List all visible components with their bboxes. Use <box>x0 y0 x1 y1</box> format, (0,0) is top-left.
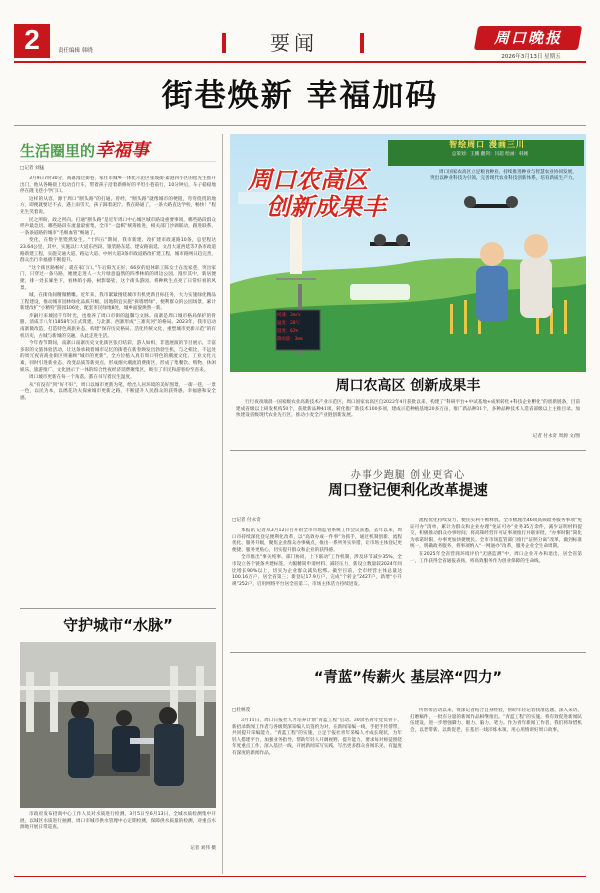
main-paragraph: 步嗣行来城园千年时光，也收养了周口市街的温馨与文脉。南寨是周口城市格局保护的骨骼，清咸丰八年(1858年)正式筑建，与北寨、西寨形成“三寨夹河”的格局。2023年，我市启动南寨微改造，打造特色商旅业态，构建“保存历史格局、活化传统文化、重塑城市更新示范”的有机历史，古城与新城的交融，从此走进生活。 <box>20 313 216 339</box>
water-inspection-photo <box>20 642 216 808</box>
bottom-rule <box>14 876 586 877</box>
aside-title: 守护城市“水脉” <box>63 616 173 634</box>
agri-body: 行行夜夜端晨一国家级农业高新技术产业示范区，周口国家农高区自2022年4月获批以来，构建了“科研平台+中试基地+成果转化+科技企业孵化”的创新链条，目前建成省级以上研发机构50个，获批新品种41项，转化推广新技术100多项，建成示范种植基地20多万亩，推广新品种31个，多种品种技术人选省部级以上主推目录。加快建设省级现代农业先行区，推动小麦全产业链创新发展。 <box>236 400 580 419</box>
main-paragraph: 民之所盼，政之所向。打通“断头路”是近年周口中心城区城市路设重要事项，哪些路段群众呼声最急切，哪些路段车流量最密集，全市“一盘棋”统筹推进，相关部门沙调联动，跟进联系，一条条道路的城市“毛细血管”畅通了。 <box>20 217 216 236</box>
editor-info: 责任编辑 韩晓 <box>58 48 93 54</box>
masthead-rule <box>14 61 586 63</box>
main-paragraph: 这样的从容，源于周口“断头路”的打通。曾经，“断头路”就像城市的梗阻，弯弯绕绕的地方，即便就要过不去，遇上雨雪天，孩子踩着泥泞。我在路通了，一条大路直达学校，畅快！”程先生笑着说。 <box>20 196 216 215</box>
section-bar-right <box>360 33 364 53</box>
agri-byline: 记者 付永奇 周源 文/图 <box>532 434 580 439</box>
aside-byline: 记者 刘伟 摄 <box>190 846 216 851</box>
reform-col-2 <box>410 518 582 646</box>
section-bar <box>222 33 226 53</box>
main-paragraph: 今年春节期间，南寨口南寨历史文化街区张灯结彩，游人如织，非遗展演的节目展示，丰富多彩的文旅体验活动，让这条承载着城市记忆的街巷在新春焕发出勃勃生机，与之相比，不远处的周冗夜宵商业街区则兼顾“城市的更新”，全方位植入真有周口特色的潮流文化、工业文化元素，同时引进新业态、改变品质等新亮点，形成烟火潮流消费街区，形成了集餐饮、购物、休闲娱乐、旅游推广、文化展示于一体的综合性夜经济消费聚集区，吸引了市民和游客纷至沓来。 <box>20 341 216 373</box>
agri-rule <box>230 450 586 451</box>
column-title-underline <box>20 161 216 162</box>
poster-title-2: 创新成果丰 <box>266 193 386 221</box>
reform-rule <box>230 652 586 653</box>
youth-byline: □杜林茂 <box>232 708 251 713</box>
poster-sensor-panel <box>277 312 319 348</box>
reform-headline: 周口登记便利化改革提速 <box>328 483 488 499</box>
youth-col-2: 传帮带活动以来，资深记者结合自身经验，帮助年轻记者找准选题、深入采访、打磨稿件，一批有分量的新闻作品相继推出。“青蓝工程”的实施，将有效促进新闻队伍建设，进一步增强脚力、眼力、脑力、笔力。作为青年新闻工作者，我们将珍惜机会，以老带新、以新促老，在基层一线淬炼本领，用心用情讲好周口故事。 <box>410 708 582 733</box>
main-article-byline: □记者 刘猛 <box>20 166 45 171</box>
sensor-line: 湿度：62% <box>277 329 299 334</box>
page-number: 2 <box>24 24 40 55</box>
main-paragraph: 周口城市更新在每一个角落，都在书写着民生温度。 <box>29 375 135 381</box>
reform-paragraph: 本报讯 记者从3月12日召开的全市市场监管系统工作会议获悉，去年以来，周口市持续深化登记便利化改革，以“高效办成一件事”为抓手，通过机制创新、流程优化、服务升级，聚焦企业群众办事痛点，推出一系列务实举措，让市场主体登记更便捷、服务更贴心，切实提升群众和企业的获得感。 <box>232 528 402 553</box>
main-headline: 街巷焕新 幸福加码 <box>161 78 439 114</box>
reform-col-1 <box>232 528 402 646</box>
aside-caption: 市政府发布招商中心工作人员对水质进行检测。3月5日至6月13日，全城水质检测集中开展，以城区水质进行抽测，周口市城市供水管理中心定期检测，保障供水质量的检测，对重点水源地开展日常巡查。 <box>20 812 216 831</box>
reform-subtitle: 办事少跑腿 创业更省心 <box>350 470 466 481</box>
issue-date: 2026年3月13日 星期五 <box>501 54 561 60</box>
column-title-prefix: 生活圈里的 <box>20 142 96 160</box>
poster-title-1: 周口农高区 <box>248 166 368 194</box>
column-title <box>20 136 220 160</box>
column-divider <box>222 134 223 874</box>
headline-rule <box>14 125 586 126</box>
paper-name: 周口晚报 <box>493 29 562 47</box>
section-label: 要闻 <box>270 31 318 55</box>
sensor-line: 降雨量：3mm <box>277 337 303 342</box>
reform-paragraph: 在2025年全省营商环境评价“无感监测”中，周口企业开办和退出，居全省第一，工作获得全省通报表扬，将高效服务作为创业保障的生命线。 <box>410 551 582 564</box>
sensor-line: 风速：3m/s <box>277 313 301 318</box>
main-paragraph: “这个街区路畅好，就在家门口。”午后阳光正好，66岁的退休职工陈女士在沈家巷，突出家门，只穿过一条马路，她便走进人一大片绿意盎然的四季林荫的周边公园，漫步其中，新居便捷，排一处长廊坐下，看林荫小路，树影婆娑，这个街头游园，将种秋生点亮了日常好看的风景。 <box>20 265 216 291</box>
main-paragraph: 变化，在数字里铿然发生。“十四五”期间，我市新建、改扩建市政道路10条，总里程达23.64公里，其中，实施以仁大道东西段、银装路东延、建安路南延、文昌大道西延等7条市政道路新建工程，实施交通大道、路运大道、中州大道3条市政道路改扩建工程，城市路网日趋完善，群众出行幸福感不断提升。 <box>20 238 216 264</box>
column-title-suffix: 幸福事 <box>95 140 150 161</box>
youth-headline: “青蓝”传薪火 基层淬“四力” <box>313 670 503 686</box>
main-paragraph: 城，在街角间精微精雕。近年来，我市紧紧围绕城市有机更新目标任务，大力实施绿化精品工程建设，推动城市园林绿化品质升级，因地制宜实施“拆墙增绿”，便利群众的公园场景，累计新建改扩“小精特”游园106处，配套市民绿地8处，城乡面貌焕然一新。 <box>20 293 216 312</box>
poster-intro: 周口国家农高区立足粮食种业，持续推进种业与智慧农业协同发展，突出以种业科技为引领，完善现代农业科技创新体系，培育新质生产力。 <box>430 170 578 182</box>
reform-paragraph: 流程优化持续发力，便民实利不断释放。全市梳理出46项高频政务服务事项“免证可办”清单，累计为群众和企业办理“免证可办”业务35万余件，减少证明材料提交，积极推动群众办事时间；将高频经营许可证事项推行并联审批，“办事时限”简化为承诺时限，办事更加快捷便民。全市市场监管部门推行“证照分离”改革，做到标准统一，明确政务服务，将事项纳入“一网通办”改革，服务企业全生命周期。 <box>410 518 582 550</box>
reform-paragraph: 全市推出“事关纯事、部门协同、上下联动”工作机制，涉及环节减少35%，全市设立各个链条共建标签，大幅精简申请材料、减轻压力，新设立数量较2024年同比增长90%以上，切实为企业群众减负松绑。截至目前，全市经营主体总量达100.16万户，居全省第三；新登记17.9万户，完成“个转企”2427户，新增“小升规”252户，启用网络平台居全省第二，市场主体活力持续迸发。 <box>232 555 402 587</box>
agri-headline: 周口农高区 创新成果丰 <box>335 378 481 394</box>
poster-slogan: 智绘周口 漫画三川 <box>449 140 525 149</box>
sensor-line: 温度：20℃ <box>277 321 300 326</box>
main-article-body <box>20 176 216 602</box>
main-paragraph: 从“有没有”到“好不好”，周口以城市更新为笔，绘出人居环境的美好图景，一街一巷，一景一色，以民为本，以绣花功夫探索城市更新之路，不断提升人民群众的获得感、幸福感和安全感。 <box>20 382 216 401</box>
poster-credits: 总策划：王鹏 翻剑：闫超 绘画：韩刚 <box>451 152 529 157</box>
aside-rule <box>20 608 216 609</box>
youth-col-1: 3月11日，周口日报社人才培养计划“青蓝工程”启动。30余名青年党员骨干、新招录新闻工作者与各级资深采编人员签约为对，在新闻采编一线，手把手传帮带，共同提升采编能力。“青蓝工程”的实施，立足于报社青年采编人才成长现状，为年轻人搭建平台，加强业务指导，帮助年轻人开阔视野、提升能力。要求每对师徒围绕年度重点工作，深入基层一线，开展新闻采写实践，写出更多群众喜闻乐见、有温度有深度的新闻作品。 <box>232 718 402 756</box>
main-paragraph: 3月9日7时30分，商冪漫过街巷，家住市城乡一体化示范区张坡街·翟港四小区的程先生推开出门，他从各略晨上电动自行车，带着孩子沿着新修好的平坦小巷前行，10分钟后，车子稳稳地停在隆飞巷小学门口。 <box>20 176 216 195</box>
reform-byline: □记者 付永奇 <box>232 518 261 523</box>
